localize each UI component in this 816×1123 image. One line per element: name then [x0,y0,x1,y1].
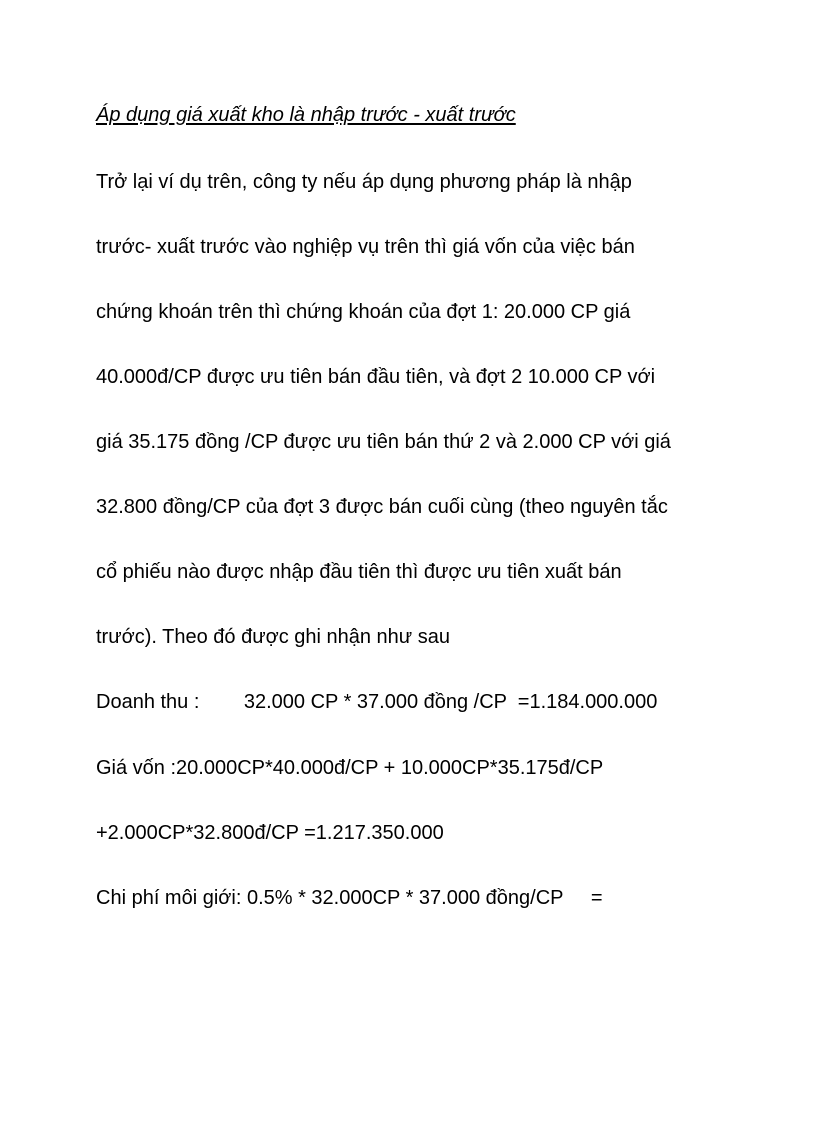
paragraph-line: 40.000đ/CP được ưu tiên bán đầu tiên, và đợt 2 10.000 CP với [96,366,656,388]
revenue-line: Doanh thu : 32.000 CP * 37.000 đồng /CP =1.184.000.000 [96,691,658,713]
paragraph-line: 32.800 đồng/CP của đợt 3 được bán cuối cùng (theo nguyên tắc [96,496,668,518]
paragraph-line: chứng khoán trên thì chứng khoán của đợt 1: 20.000 CP giá [96,301,631,323]
paragraph-line: cổ phiếu nào được nhập đầu tiên thì được ưu tiên xuất bán [96,561,622,583]
cost-of-goods-line-continued: +2.000CP*32.800đ/CP =1.217.350.000 [96,822,444,844]
paragraph-line: trước- xuất trước vào nghiệp vụ trên thì giá vốn của việc bán [96,236,635,258]
brokerage-fee-line: Chi phí môi giới: 0.5% * 32.000CP * 37.000 đồng/CP = [96,887,603,909]
cost-of-goods-line: Giá vốn :20.000CP*40.000đ/CP + 10.000CP*35.175đ/CP [96,757,604,779]
section-heading: Áp dụng giá xuất kho là nhập trước - xuất trước [96,104,516,126]
paragraph-line: giá 35.175 đồng /CP được ưu tiên bán thứ 2 và 2.000 CP với giá [96,431,671,453]
paragraph-line: Trở lại ví dụ trên, công ty nếu áp dụng phương pháp là nhập [96,171,632,193]
paragraph-line: trước). Theo đó được ghi nhận như sau [96,626,450,648]
